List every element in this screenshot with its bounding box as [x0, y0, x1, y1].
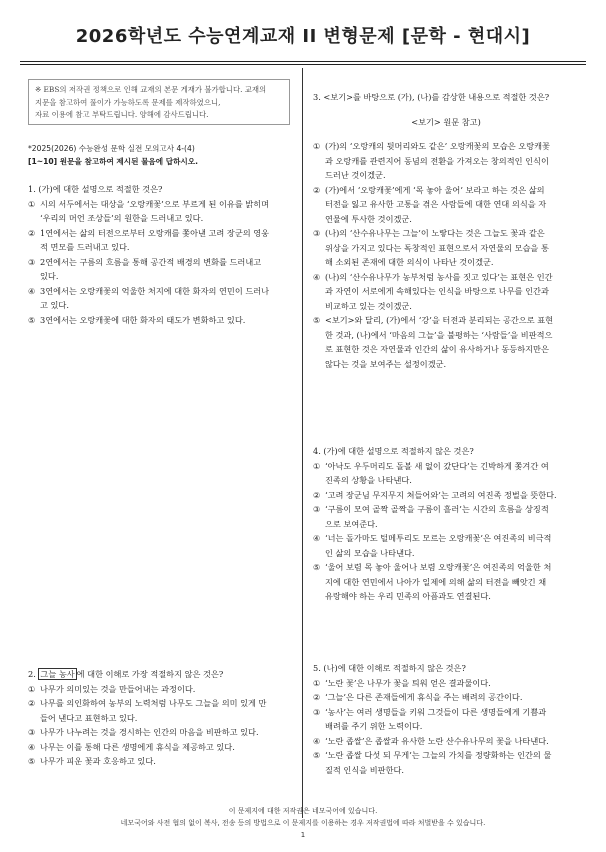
question-3-stem: 3. <보기>를 바탕으로 (가), (나)를 감상한 내용으로 적절한 것은? [313, 92, 550, 102]
q1-option-3[interactable]: ③ 2연에서는 구름의 흐름을 통해 공간적 배경의 변화를 드러내고 있다. [28, 256, 262, 281]
question-4-block [313, 444, 579, 604]
q4-option-2[interactable]: ② ‘고려 장군님 무지무지 쳐들어와’는 고려의 여진족 정벌을 뜻한다. [313, 489, 557, 500]
q3-option-1[interactable]: ① (가)의 ‘오랑캐의 뒷머리와도 같은’ 오랑캐꽃의 모습은 오랑캐꽃 과 오랑캐를 관련지어 동념의 전환을 가져오는 창의적인 인식이 드러난 것이겠군. [313, 141, 550, 180]
notice-line: 지문을 참고하여 풀이가 가능하도록 문제를 제작하였으니, [35, 97, 221, 107]
q2-option-5[interactable]: ⑤ 나무가 피운 꽃과 호응하고 있다. [28, 756, 156, 766]
instruction: [1~10] 원문을 참고하여 제시된 물음에 답하시오. [28, 157, 198, 166]
source-reference: *2025(2026) 수능완성 문학 실전 모의고사 4-(4) [28, 144, 195, 153]
q5-option-1[interactable]: ① ‘노란 꽃’은 나무가 꽃을 틔워 얻은 결과물이다. [313, 677, 491, 688]
question-3-block [313, 90, 579, 371]
footer-line-2: 네모국어와 사전 협의 없이 복사, 전송 등의 방법으로 이 문제지를 이용하는 경우 저작권법에 따라 처벌받을 수 있습니다. [120, 819, 486, 827]
q4-option-5[interactable]: ⑤ ‘울어 보렴 목 놓아 울어나 보렴 오랑캐꽃’은 여진족의 억울한 처 지에 대한 연민에서 나아가 일제에 의해 삶의 터전을 빼앗긴 채 유랑해야 하는 우리 민족의 아픔과도 연결된다. [313, 562, 552, 601]
copyright-notice-box [28, 79, 290, 125]
q3-option-3[interactable]: ③ (나)의 ‘산수유나무는 그늘’이 노랗다는 것은 그늘도 꽃과 같은 위상을 가지고 있다는 독창적인 표현으로서 자연물의 모습을 통 해 소외된 존재에 대한 의식이 나타난 것이겠군. [313, 228, 549, 267]
q4-option-4[interactable]: ④ ‘너는 돌가마도 털메투리도 모르는 오랑캐꽃’은 여진족의 비극적 인 삶의 모습을 나타낸다. [313, 533, 552, 558]
header-rule-thin [20, 64, 586, 65]
notice-line: ※ EBS의 저작권 정책으로 인해 교재의 본문 게재가 불가합니다. 교재의 [35, 85, 267, 94]
question-1-stem: 1. (가)에 대한 설명으로 적절한 것은? [28, 184, 163, 194]
q4-option-3[interactable]: ③ ‘구름이 모여 골짝 골짝을 구름이 흘러’는 시간의 흐름을 상징적 으로 보여준다. [313, 504, 549, 529]
q1-option-2[interactable]: ② 1연에서는 삶의 터전으로부터 오랑캐를 쫓아낸 고려 장군의 영웅 적 면모를 드러내고 있다. [28, 227, 270, 252]
bogi-label: <보기> 원문 참고) [411, 116, 481, 127]
copyright-footer [0, 805, 606, 841]
notice-line: 자료 이용에 참고 부탁드립니다. 양해에 감사드립니다. [35, 110, 209, 119]
page-number: 1 [300, 831, 306, 839]
q1-option-5[interactable]: ⑤ 3연에서는 오랑캐꽃에 대한 화자의 태도가 변화하고 있다. [28, 314, 246, 325]
question-1-block [28, 142, 292, 327]
boxed-term: 그늘 농사 [40, 669, 75, 679]
q2-option-1[interactable]: ① 나무가 의미있는 것을 만들어내는 과정이다. [28, 683, 196, 694]
q3-option-4[interactable]: ④ (나)의 ‘산수유나무가 농부처럼 농사를 짓고 있다’는 표현은 인간 과 자연이 서로에게 속해있다는 인식을 바탕으로 나무를 인간과 비교하고 있는 것이겠군. [313, 271, 553, 311]
question-5-block [313, 661, 579, 777]
q2-option-3[interactable]: ③ 나무가 나누려는 것을 경시하는 인간의 마음을 비판하고 있다. [28, 727, 259, 737]
column-divider [302, 68, 303, 818]
question-2-stem: 2. 그늘 농사 에 대한 이해로 가장 적절하지 않은 것은? [28, 669, 224, 679]
q2-option-4[interactable]: ④ 나무는 이를 통해 다른 생명에게 휴식을 제공하고 있다. [28, 741, 235, 752]
q5-option-4[interactable]: ④ ‘노란 좁쌀’은 좁쌀과 유사한 노란 산수유나무의 꽃을 나타낸다. [313, 735, 549, 746]
q5-option-5[interactable]: ⑤ ‘노란 좁쌀 다섯 되 무게’는 그늘의 가치를 정량화하는 인간의 물 질적 인식을 비판한다. [313, 750, 552, 775]
page-title: 2026학년도 수능연계교재 II 변형문제 [문학 - 현대시] [75, 26, 531, 47]
question-4-stem: 4. (가)에 대한 설명으로 적절하지 않은 것은? [313, 446, 474, 456]
header-rule [20, 61, 586, 62]
question-2-block [28, 667, 292, 769]
question-5-stem: 5. (나)에 대한 이해로 적절하지 않은 것은? [313, 663, 466, 673]
q1-option-4[interactable]: ④ 3연에서는 오랑캐꽃의 억울한 처지에 대한 화자의 연민이 드러나 고 있다. [28, 285, 270, 310]
footer-line-1: 이 문제지에 대한 저작권은 네모국어에 있습니다. [228, 807, 378, 815]
q3-option-2[interactable]: ② (가)에서 ‘오랑캐꽃’에게 ‘목 놓아 울어’ 보라고 하는 것은 삶의 터전을 잃고 유사한 고통을 겪은 사람들에 대한 연대 의식을 자 연물에 투사한 것이겠군. [313, 184, 547, 224]
q1-option-1[interactable]: ① 시의 서두에서는 대상을 ‘오랑캐꽃’으로 부르게 된 이유를 밝히며 ‘우리의 머언 조상들’의 원한을 드러내고 있다. [28, 198, 270, 223]
q5-option-2[interactable]: ② ‘그늘’은 다른 존재들에게 휴식을 주는 배려의 공간이다. [313, 692, 523, 702]
q3-option-5[interactable]: ⑤ <보기>와 달리, (가)에서 ‘강’을 터전과 분리되는 공간으로 표현 한 것과, (나)에서 ‘마음의 그늘’을 불평하는 ‘사람들’을 비판적으 로 표현한 것은 자연물과 인간의 삶이 유사하거나 동등하지만은 않다는 것을 보여주는 설정이겠군. [313, 315, 554, 369]
q4-option-1[interactable]: ① ‘아낙도 우두머리도 돌볼 새 없이 갔단다’는 긴박하게 쫓겨간 여 진족의 상황을 나타낸다. [313, 460, 549, 485]
q5-option-3[interactable]: ③ ‘농사’는 여러 생명들을 키워 그것들이 다른 생명들에게 기쁨과 배려를 주기 위한 노력이다. [313, 706, 547, 731]
q2-option-2[interactable]: ② 나무를 의인화하여 농부의 노력처럼 나무도 그늘을 의미 있게 만 들어 낸다고 표현하고 있다. [28, 698, 267, 723]
